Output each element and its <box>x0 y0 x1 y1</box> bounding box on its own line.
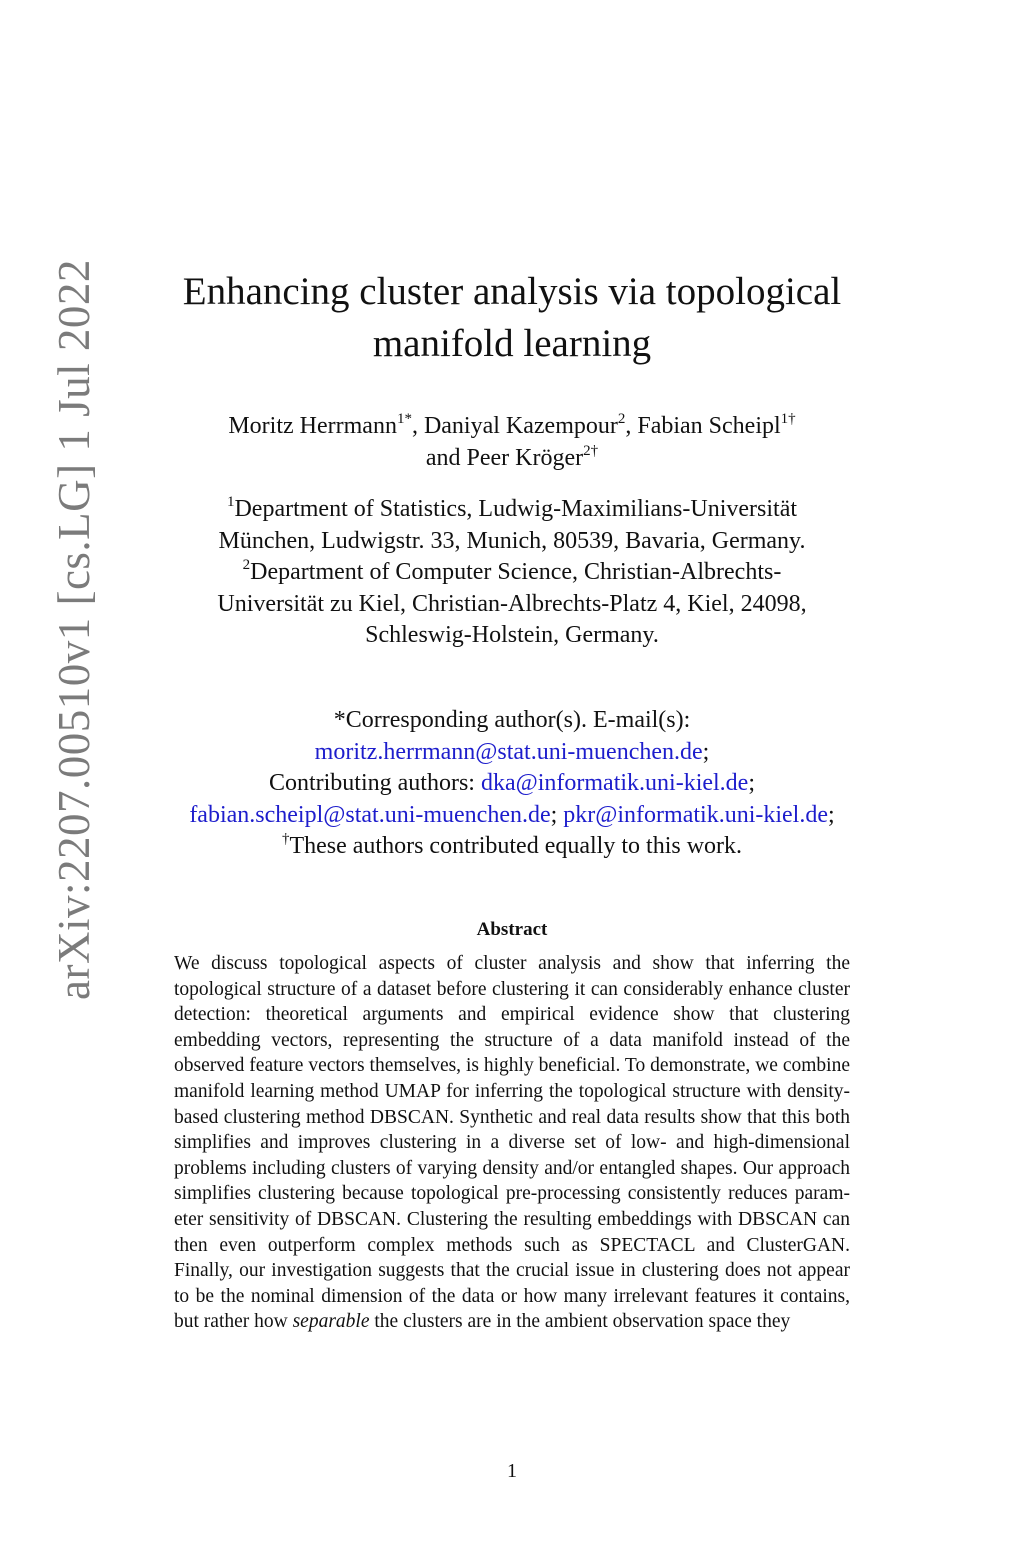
affiliation-line: München, Ludwigstr. 33, Munich, 80539, Bavaria, Germany. <box>218 527 806 554</box>
abstract-text-part: We discuss topological aspects of cluster analysis and show that inferring the topological structure of a dataset before clustering it can considerably enhance cluster detection: theoretical arguments and empirical evidence show that clustering embedding vectors, representing the structure of a data manifold instead of the observed feature vectors themselves, is highly beneficial. To demonstrate, we combine manifold learning method UMAP for inferring the topological structure with density-based clustering method DBSCAN. Synthetic and real data results show that this both simplifies and improves clustering in a diverse set of low- and high-dimensional problems including clusters of varying density and/or entangled shapes. Our approach simplifies clustering because topological pre-processing consistently reduces parameter sensitivity of DBSCAN. Clustering the resulting embeddings with DBSCAN can then even outperform complex methods such as SPECTACL and ClusterGAN. Finally, our investigation suggests that the crucial issue in clustering does not appear to be the nominal dimension of the data or how many irrelevant features it contains, but rather how <box>174 953 850 1333</box>
author-affiliation-mark: 2† <box>583 443 599 459</box>
author-name: Peer Kröger <box>466 445 584 471</box>
contact-block <box>130 705 894 863</box>
email-separator: ; <box>550 801 564 828</box>
email-separator: ; <box>828 801 835 828</box>
contributing-authors-label: Contributing authors: <box>268 770 481 796</box>
author-separator: and <box>425 445 467 471</box>
paper-title <box>130 266 894 370</box>
author-affiliation-mark: 2 <box>617 411 626 427</box>
author-affiliation-mark: 1* <box>396 411 412 427</box>
arxiv-identifier-stamp: arXiv:2207.00510v1 [cs.LG] 1 Jul 2022 <box>49 259 99 1000</box>
paper-title-line-1: Enhancing cluster analysis via topological <box>182 270 842 313</box>
affiliation-line: Schleswig-Holstein, Germany. <box>365 622 659 648</box>
corresponding-author-label: *Corresponding author(s). E-mail(s): <box>333 707 691 733</box>
email-link[interactable]: dka@informatik.uni-kiel.de <box>480 770 749 796</box>
abstract-emphasis: separable <box>292 1311 370 1333</box>
author-name: Daniyal Kazempour <box>423 413 618 439</box>
abstract-text-part: the clusters are in the ambient observation space they <box>369 1311 791 1333</box>
affiliation-line: Department of Computer Science, Christian-Albrechts- <box>250 559 782 585</box>
affiliations <box>130 494 894 652</box>
author-separator: , <box>411 413 424 439</box>
affiliation-mark: 2 <box>242 557 251 573</box>
author-name: Moritz Herrmann <box>228 413 397 439</box>
paper-title-line-2: manifold learning <box>372 322 652 365</box>
author-name: Fabian Scheipl <box>637 413 781 439</box>
affiliation-line: Department of Statistics, Ludwig-Maximilians-Universität <box>234 496 798 522</box>
page-number: 1 <box>507 1460 517 1482</box>
author-list <box>130 410 894 474</box>
email-link[interactable]: moritz.herrmann@stat.uni-muenchen.de <box>314 738 703 765</box>
author-separator: , <box>625 413 638 439</box>
email-link[interactable]: pkr@informatik.uni-kiel.de <box>563 801 828 828</box>
affiliation-line: Universität zu Kiel, Christian-Albrechts-Platz 4, Kiel, 24098, <box>217 590 807 617</box>
dagger-mark: † <box>281 831 290 847</box>
email-link[interactable]: fabian.scheipl@stat.uni-muenchen.de <box>189 801 551 828</box>
abstract-heading: Abstract <box>476 919 548 940</box>
equal-contribution-note: These authors contributed equally to this work. <box>289 833 743 859</box>
abstract-text <box>174 951 850 1335</box>
email-separator: ; <box>748 770 756 796</box>
email-separator: ; <box>702 738 710 765</box>
affiliation-mark: 1 <box>226 494 235 510</box>
author-affiliation-mark: 1† <box>780 411 796 427</box>
